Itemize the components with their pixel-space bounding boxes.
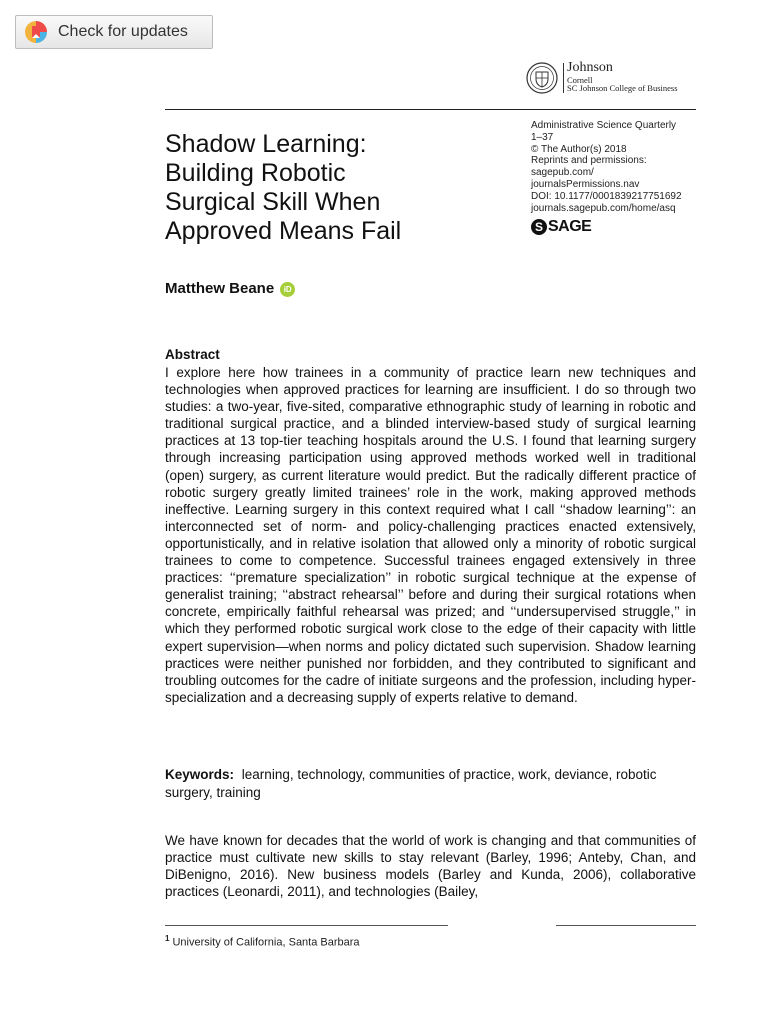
logo-line2: SC Johnson College of Business — [567, 83, 678, 93]
title-line: Surgical Skill When — [165, 188, 381, 216]
article-title — [165, 130, 495, 246]
abstract-heading: Abstract — [165, 347, 220, 362]
footnote-rule — [165, 925, 448, 926]
journal-link[interactable]: journals.sagepub.com/home/asq — [531, 202, 676, 214]
title-line: Approved Means Fail — [165, 217, 402, 245]
journal-name: Administrative Science Quarterly — [531, 120, 677, 131]
check-for-updates-button[interactable] — [15, 15, 213, 49]
sage-logo — [531, 217, 591, 237]
sage-s-icon: S — [531, 219, 547, 235]
copyright: © The Author(s) 2018 — [531, 143, 627, 155]
crossmark-icon — [24, 20, 48, 44]
affiliation-footnote — [165, 934, 360, 949]
author-name: Matthew Beane — [165, 279, 275, 297]
check-for-updates-label: Check for updates — [58, 23, 188, 40]
keywords — [165, 766, 696, 801]
reprints-link[interactable]: sagepub.com/ — [531, 167, 594, 179]
logo-name: Johnson — [567, 60, 613, 75]
title-line: Building Robotic — [165, 159, 346, 187]
journal-info — [531, 120, 711, 214]
abstract-text: I explore here how trainees in a community of practice learn new techniques and technologies when approved practices for learning are insufficient. I do so through two studies: a two-year, five-sited, comparative ethnographic study of learning in robotic and traditional surgical practice, and a blinded interview-based study of surgical learning practices at 13 top-tier teaching hospitals around the U.S. I found that learning surgery through increasing participation using approved methods worked well in traditional (open) surgery, as current literature would predict. But the radically different practice of robotic surgery greatly limited trainees’ role in the work, making approved methods ineffective. Learning surgery in this context required what I call ‘‘shadow learning’’: an interconnected set of norm- and policy-challenging practices enacted extensively, opportunistically, and in relative isolation that allowed only a minority of robotic surgical trainees to come to competence. Successful trainees engaged extensively in three practices: ‘‘premature specialization’’ in robotic surgical technique at the expense of generalist training; ‘‘abstract rehearsal’’ before and during their surgical rotations when concrete, empirically faithful rehearsal was prized; and ‘‘undersupervised struggle,’’ in which they performed robotic surgical work close to the edge of their capacity with little expert supervision—when norms and policy dictated such supervision. Shadow learning practices were neither punished nor forbidden, and they contributed to significant and troubling outcomes for the cadre of initiate surgeons and the profession, including hyper-specialization and a decreasing supply of experts relative to demand. — [165, 365, 696, 705]
cornell-seal-icon — [526, 62, 558, 94]
page-range: 1–37 — [531, 131, 554, 143]
keywords-text: learning, technology, communities of practice, work, deviance, robotic surgery, training — [165, 767, 657, 800]
logo-divider — [563, 63, 564, 93]
sage-wordmark: SAGE — [548, 218, 592, 235]
keywords-label: Keywords: — [165, 767, 235, 782]
footnote-rule — [556, 925, 696, 926]
header-rule — [165, 109, 696, 110]
logo-line1: Cornell — [567, 75, 593, 85]
title-line: Shadow Learning: — [165, 130, 367, 158]
footnote-text: University of California, Santa Barbara — [172, 936, 360, 949]
footnote-mark: 1 — [165, 934, 170, 943]
reprints-label: Reprints and permissions: — [531, 155, 647, 167]
body-paragraph: We have known for decades that the world of work is changing and that communities of practice must cultivate new skills to stay relevant (Barley, 1996; Anteby, Chan, and DiBenigno, 2016). New business models (Barley and Kunda, 2006), collaborative practices (Leonardi, 2011), and technologies (Bailey, — [165, 833, 696, 900]
author-line — [165, 279, 295, 297]
johnson-logo — [526, 62, 706, 98]
reprints-link-cont[interactable]: journalsPermissions.nav — [531, 178, 640, 190]
doi-link[interactable]: DOI: 10.1177/0001839217751692 — [531, 190, 682, 202]
orcid-icon[interactable]: iD — [280, 282, 295, 297]
